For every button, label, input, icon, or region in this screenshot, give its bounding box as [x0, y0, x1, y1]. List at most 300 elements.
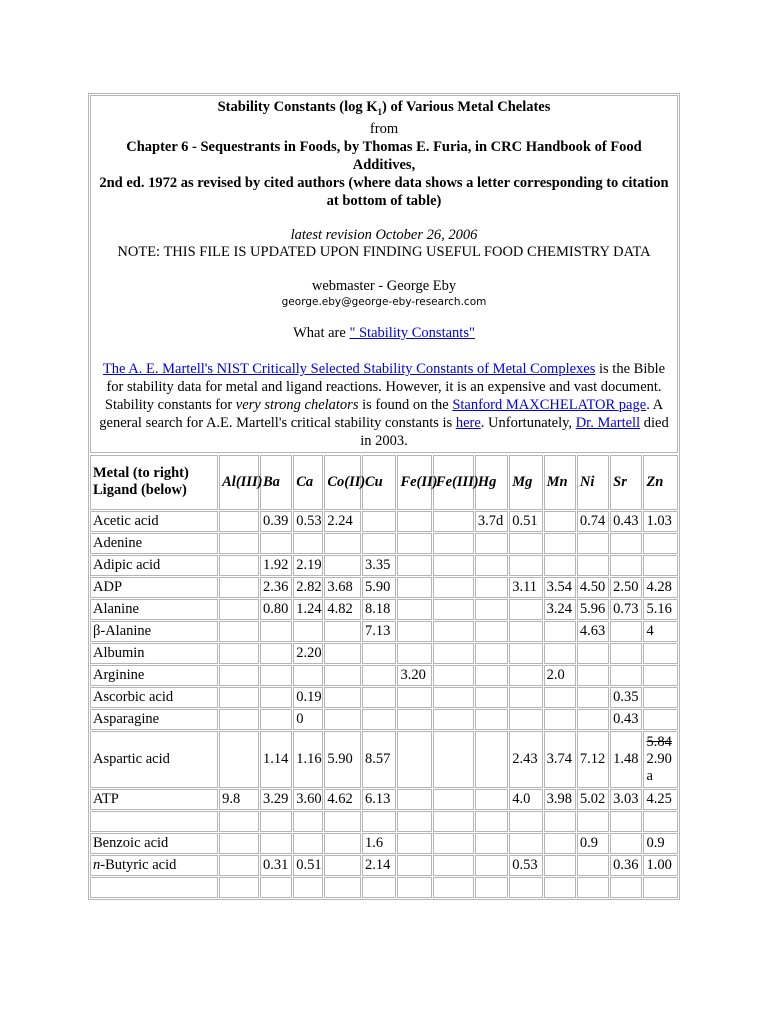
column-header-ba: Ba — [260, 455, 292, 510]
value-cell — [219, 709, 259, 730]
table-row — [90, 789, 678, 810]
value-cell — [544, 855, 576, 876]
column-header-ni: Ni — [577, 455, 609, 510]
ligand-cell — [90, 621, 218, 642]
ligand-name: Albumin — [93, 644, 145, 661]
value-cell — [610, 621, 642, 642]
value-cell — [544, 811, 576, 832]
value-cell — [397, 877, 431, 898]
value-cell: 0.73 — [610, 599, 642, 620]
value-cell — [433, 789, 474, 810]
value-cell — [293, 533, 323, 554]
struck-value: 5.84 — [646, 733, 672, 750]
value-cell: 3.35 — [362, 555, 396, 576]
table-row — [90, 533, 678, 554]
value-cell: 4.62 — [324, 789, 361, 810]
column-header-ca: Ca — [293, 455, 323, 510]
ligand-name: Ascorbic acid — [93, 688, 174, 705]
value-cell: 3.11 — [509, 577, 542, 598]
intro-text-5: died in 2003. — [360, 414, 669, 449]
table-row — [90, 833, 678, 854]
ligand-prefix: n — [93, 856, 101, 873]
value-cell — [544, 555, 576, 576]
table-row — [90, 687, 678, 708]
value-cell — [219, 665, 259, 686]
value-cell: 3.60 — [293, 789, 323, 810]
table-row — [90, 811, 678, 832]
value-cell — [362, 511, 396, 532]
citation-letter: a — [646, 767, 653, 784]
value-cell: 0.9 — [577, 833, 609, 854]
value-cell — [643, 709, 678, 730]
value-cell — [577, 709, 609, 730]
value-cell — [219, 731, 259, 788]
table-row — [90, 511, 678, 532]
value-cell — [610, 811, 642, 832]
ligand-name: Arginine — [93, 666, 145, 683]
update-note: NOTE: THIS FILE IS UPDATED UPON FINDING USEFUL FOOD CHEMISTRY DATA — [117, 243, 651, 260]
value-cell — [324, 643, 361, 664]
stability-constants-table — [89, 454, 679, 899]
value-cell — [260, 643, 292, 664]
value-cell — [219, 877, 259, 898]
value-cell — [433, 833, 474, 854]
value-cell — [433, 511, 474, 532]
value-cell — [475, 555, 508, 576]
what-are-line — [95, 325, 673, 342]
value-cell — [577, 811, 609, 832]
value-cell — [509, 599, 542, 620]
value-cell — [509, 709, 542, 730]
document-header — [90, 95, 678, 453]
value-cell: 0.74 — [577, 511, 609, 532]
value-cell — [362, 709, 396, 730]
value-cell — [293, 811, 323, 832]
value-cell — [324, 833, 361, 854]
value-cell — [577, 643, 609, 664]
value-cell: 3.20 — [397, 665, 431, 686]
value-cell — [475, 789, 508, 810]
table-row — [90, 877, 678, 898]
value-cell: 2.20 — [293, 643, 323, 664]
value-cell — [509, 877, 542, 898]
value-cell — [544, 687, 576, 708]
value-cell: 5.02 — [577, 789, 609, 810]
title-text: Stability Constants (log K — [217, 99, 378, 115]
value-cell — [643, 533, 678, 554]
ligand-name: -Butyric acid — [100, 856, 177, 873]
value-cell: 0.19 — [293, 687, 323, 708]
value-cell — [362, 811, 396, 832]
value-cell — [260, 687, 292, 708]
table-row — [90, 621, 678, 642]
value-cell — [219, 687, 259, 708]
value-cell: 3.98 — [544, 789, 576, 810]
value-cell — [475, 687, 508, 708]
value-cell — [610, 643, 642, 664]
value-cell — [324, 811, 361, 832]
value-cell: 2.43 — [509, 731, 542, 788]
dr-martell-link[interactable]: Dr. Martell — [575, 414, 641, 431]
value-cell: 3.7d — [475, 511, 508, 532]
value-cell — [397, 555, 431, 576]
table-header-row — [90, 455, 678, 510]
value-cell — [475, 599, 508, 620]
value-cell: 1.03 — [643, 511, 678, 532]
ligand-name: Benzoic acid — [93, 834, 169, 851]
value-cell: 2.24 — [324, 511, 361, 532]
value-cell — [610, 555, 642, 576]
value-cell — [544, 533, 576, 554]
ligand-cell — [90, 643, 218, 664]
chapter-line-1: Chapter 6 - Sequestrants in Foods, by Thomas E. Furia, in CRC Handbook of Food Additives, — [126, 138, 642, 173]
value-cell — [433, 877, 474, 898]
ligand-name: Adenine — [93, 534, 143, 551]
value-cell — [509, 621, 542, 642]
value-cell — [509, 811, 542, 832]
value-cell: 2.50 — [610, 577, 642, 598]
column-header-cu: Cu — [362, 455, 396, 510]
value-cell: 4.63 — [577, 621, 609, 642]
ligand-cell — [90, 665, 218, 686]
table-row — [90, 709, 678, 730]
value-cell — [260, 709, 292, 730]
column-header-feii: Fe(II) — [397, 455, 431, 510]
value-cell: 5.16 — [643, 599, 678, 620]
value-cell — [643, 665, 678, 686]
ligand-cell — [90, 731, 218, 788]
value-cell — [544, 709, 576, 730]
column-header-feiii: Fe(III) — [433, 455, 474, 510]
search-here-link[interactable]: here — [455, 414, 481, 431]
value-cell: 5.90 — [324, 731, 361, 788]
value-cell — [610, 533, 642, 554]
intro-text-1: is the Bible for stability data for metal and ligand reactions. However, it is an expensive and vast document. Stability constants for — [104, 360, 666, 413]
value-cell — [475, 855, 508, 876]
revised-value: 2.90 — [646, 750, 672, 767]
ligand-name: ATP — [93, 790, 119, 807]
value-cell: 5.90 — [362, 577, 396, 598]
value-cell — [433, 855, 474, 876]
value-cell — [219, 577, 259, 598]
value-cell: 4 — [643, 621, 678, 642]
value-cell — [397, 687, 431, 708]
value-cell: 7.13 — [362, 621, 396, 642]
value-cell: 1.16 — [293, 731, 323, 788]
value-cell — [544, 833, 576, 854]
value-cell — [577, 533, 609, 554]
value-cell — [475, 833, 508, 854]
value-cell — [397, 577, 431, 598]
value-cell — [397, 811, 431, 832]
value-cell — [260, 811, 292, 832]
value-cell — [577, 665, 609, 686]
value-cell — [397, 621, 431, 642]
martell-nist-link[interactable]: The A. E. Martell's NIST Critically Selected Stability Constants of Metal Complexes — [102, 360, 596, 377]
value-cell — [475, 643, 508, 664]
value-cell — [577, 855, 609, 876]
value-cell — [219, 833, 259, 854]
ligand-name: Alanine — [93, 600, 139, 617]
value-cell: 1.00 — [643, 855, 678, 876]
value-cell: 2.19 — [293, 555, 323, 576]
value-cell: 2.82 — [293, 577, 323, 598]
value-cell — [475, 533, 508, 554]
value-cell — [475, 731, 508, 788]
value-cell — [260, 533, 292, 554]
value-cell: 1.92 — [260, 555, 292, 576]
value-cell — [577, 555, 609, 576]
ligand-name: Aspartic acid — [93, 750, 170, 767]
ligand-name: β-Alanine — [93, 622, 152, 639]
value-cell: 3.29 — [260, 789, 292, 810]
table-row — [90, 731, 678, 788]
value-cell — [433, 709, 474, 730]
value-cell: 0 — [293, 709, 323, 730]
intro-emphasis: very strong chelators — [235, 396, 359, 413]
value-cell — [324, 855, 361, 876]
ligand-cell — [90, 833, 218, 854]
value-cell: 3.74 — [544, 731, 576, 788]
table-row — [90, 599, 678, 620]
value-cell — [643, 731, 678, 788]
value-cell — [397, 709, 431, 730]
table-row — [90, 855, 678, 876]
value-cell — [260, 665, 292, 686]
value-cell: 0.80 — [260, 599, 292, 620]
value-cell — [475, 709, 508, 730]
value-cell: 8.57 — [362, 731, 396, 788]
value-cell — [509, 665, 542, 686]
value-cell — [324, 709, 361, 730]
value-cell — [610, 665, 642, 686]
value-cell: 2.0 — [544, 665, 576, 686]
value-cell: 0.51 — [293, 855, 323, 876]
table-row — [90, 643, 678, 664]
value-cell — [433, 665, 474, 686]
webmaster-email: george.eby@george-eby-research.com — [281, 295, 487, 308]
value-cell: 9.8 — [219, 789, 259, 810]
column-header-mn: Mn — [544, 455, 576, 510]
intro-text-3: . A general search for A.E. Martell's critical stability constants is — [99, 396, 664, 431]
value-cell — [433, 811, 474, 832]
value-cell: 0.51 — [509, 511, 542, 532]
value-cell: 6.13 — [362, 789, 396, 810]
value-cell: 2.14 — [362, 855, 396, 876]
value-cell — [643, 877, 678, 898]
ligand-name: ADP — [93, 578, 123, 595]
value-cell — [324, 665, 361, 686]
column-header-zn: Zn — [643, 455, 678, 510]
maxchelator-link[interactable]: Stanford MAXCHELATOR page — [452, 396, 647, 413]
ligand-cell — [90, 877, 218, 898]
value-cell — [610, 877, 642, 898]
value-cell — [475, 621, 508, 642]
ligand-name: Acetic acid — [93, 512, 159, 529]
value-cell — [610, 833, 642, 854]
value-cell — [544, 621, 576, 642]
value-cell — [475, 811, 508, 832]
value-cell — [324, 533, 361, 554]
document-container — [88, 93, 680, 900]
value-cell — [475, 577, 508, 598]
ligand-cell — [90, 687, 218, 708]
value-cell: 1.24 — [293, 599, 323, 620]
table-row — [90, 555, 678, 576]
ligand-name: Asparagine — [93, 710, 160, 727]
value-cell — [397, 599, 431, 620]
value-cell — [219, 511, 259, 532]
chapter-line-2: 2nd ed. 1972 as revised by cited authors (where data shows a letter corresponding to citation at bottom of table) — [99, 174, 669, 209]
ligand-name: Adipic acid — [93, 556, 161, 573]
value-cell: 2.36 — [260, 577, 292, 598]
revision-date: latest revision October 26, 2006 — [290, 226, 478, 243]
value-cell — [433, 555, 474, 576]
value-cell — [509, 555, 542, 576]
ligand-cell — [90, 533, 218, 554]
value-cell — [544, 511, 576, 532]
value-cell — [577, 687, 609, 708]
value-cell — [397, 643, 431, 664]
table-row — [90, 577, 678, 598]
value-cell: 3.68 — [324, 577, 361, 598]
value-cell: 3.03 — [610, 789, 642, 810]
value-cell: 0.43 — [610, 709, 642, 730]
page-title — [95, 99, 673, 121]
value-cell: 4.0 — [509, 789, 542, 810]
column-header-sr: Sr — [610, 455, 642, 510]
value-cell: 8.18 — [362, 599, 396, 620]
value-cell: 0.53 — [509, 855, 542, 876]
value-cell — [362, 877, 396, 898]
column-header-mg: Mg — [509, 455, 542, 510]
value-cell — [397, 855, 431, 876]
value-cell: 0.36 — [610, 855, 642, 876]
what-are-text: What are — [293, 324, 350, 341]
value-cell — [475, 877, 508, 898]
value-cell — [643, 555, 678, 576]
intro-paragraph — [95, 360, 673, 450]
value-cell — [433, 621, 474, 642]
value-cell: 0.35 — [610, 687, 642, 708]
value-cell — [397, 511, 431, 532]
value-cell — [509, 533, 542, 554]
ligand-cell — [90, 789, 218, 810]
value-cell — [293, 877, 323, 898]
value-cell — [219, 599, 259, 620]
intro-text-4: . Unfortunately, — [480, 414, 576, 431]
value-cell — [260, 833, 292, 854]
value-cell — [475, 665, 508, 686]
value-cell — [397, 731, 431, 788]
ligand-cell — [90, 511, 218, 532]
value-cell: 0.43 — [610, 511, 642, 532]
value-cell — [397, 789, 431, 810]
intro-text-2: is found on the — [358, 396, 453, 413]
value-cell — [219, 621, 259, 642]
column-header-coii: Co(II) — [324, 455, 361, 510]
stability-constants-link[interactable]: " Stability Constants" — [349, 324, 475, 341]
value-cell — [260, 621, 292, 642]
value-cell: 0.9 — [643, 833, 678, 854]
value-cell — [260, 877, 292, 898]
column-header-hg: Hg — [475, 455, 508, 510]
value-cell: 1.14 — [260, 731, 292, 788]
ligand-cell — [90, 555, 218, 576]
value-cell — [362, 665, 396, 686]
ligand-cell — [90, 599, 218, 620]
value-cell — [293, 833, 323, 854]
value-cell — [509, 643, 542, 664]
value-cell: 4.50 — [577, 577, 609, 598]
value-cell — [219, 555, 259, 576]
webmaster-line: webmaster - George Eby — [311, 277, 457, 294]
value-cell — [433, 643, 474, 664]
value-cell — [362, 643, 396, 664]
value-cell — [643, 687, 678, 708]
table-row — [90, 665, 678, 686]
value-cell — [219, 811, 259, 832]
ligand-cell — [90, 811, 218, 832]
value-cell: 4.28 — [643, 577, 678, 598]
value-cell: 4.25 — [643, 789, 678, 810]
value-cell — [433, 533, 474, 554]
value-cell — [219, 643, 259, 664]
value-cell — [433, 731, 474, 788]
value-cell — [324, 877, 361, 898]
ligand-cell — [90, 709, 218, 730]
ligand-cell — [90, 855, 218, 876]
value-cell: 1.6 — [362, 833, 396, 854]
title-text-end: ) of Various Metal Chelates — [382, 99, 551, 115]
value-cell — [433, 599, 474, 620]
value-cell — [397, 533, 431, 554]
value-cell: 4.82 — [324, 599, 361, 620]
value-cell: 0.39 — [260, 511, 292, 532]
value-cell — [643, 643, 678, 664]
value-cell — [509, 687, 542, 708]
value-cell — [544, 643, 576, 664]
value-cell: 5.96 — [577, 599, 609, 620]
value-cell: 7.12 — [577, 731, 609, 788]
value-cell — [397, 833, 431, 854]
value-cell — [362, 687, 396, 708]
value-cell — [544, 877, 576, 898]
value-cell — [293, 665, 323, 686]
value-cell: 0.53 — [293, 511, 323, 532]
header-metal-ligand: Metal (to right) Ligand (below) — [90, 455, 218, 510]
value-cell: 0.31 — [260, 855, 292, 876]
ligand-cell — [90, 577, 218, 598]
value-cell — [643, 811, 678, 832]
value-cell — [324, 555, 361, 576]
value-cell — [509, 833, 542, 854]
value-cell — [219, 855, 259, 876]
column-header-aliii: Al(III) — [219, 455, 259, 510]
value-cell: 1.48 — [610, 731, 642, 788]
value-cell — [293, 621, 323, 642]
value-cell: 3.54 — [544, 577, 576, 598]
value-cell — [433, 577, 474, 598]
value-cell — [362, 533, 396, 554]
value-cell — [219, 533, 259, 554]
from-label: from — [369, 120, 399, 137]
title-subscript: 1 — [377, 106, 383, 117]
value-cell — [324, 687, 361, 708]
value-cell — [324, 621, 361, 642]
value-cell — [577, 877, 609, 898]
value-cell — [433, 687, 474, 708]
